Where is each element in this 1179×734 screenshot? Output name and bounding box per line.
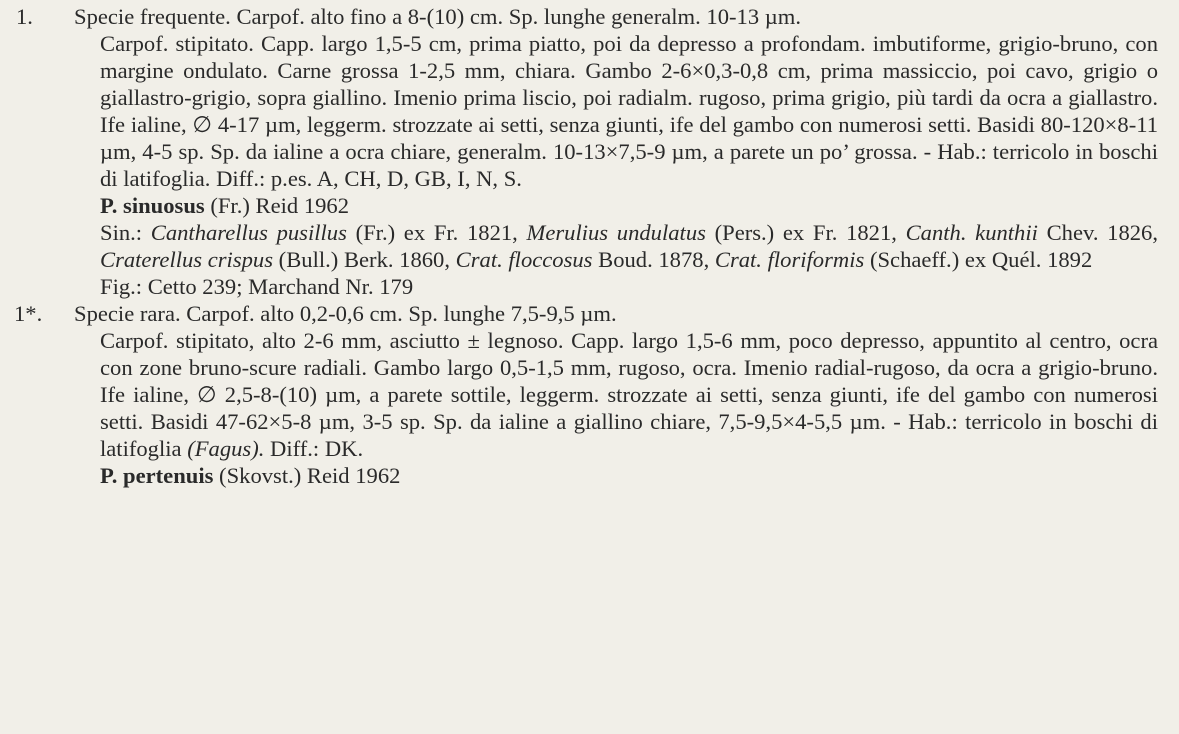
entry-description bbox=[100, 327, 1158, 462]
synonym-text: Boud. 1878, bbox=[592, 247, 715, 272]
key-entry-1-star bbox=[0, 300, 1179, 489]
entry-lead: Specie frequente. Carpof. alto fino a 8-(10) cm. Sp. lunghe generalm. 10-13 µm. bbox=[74, 4, 802, 29]
entry-description: Carpof. stipitato. Capp. largo 1,5-5 cm, prima piatto, poi da depresso a profondam. imbutiforme, grigio-bruno, con margine ondulato. Carne grossa 1-2,5 mm, chiara. Gambo 2-6×0,3-0,8 cm, prima massiccio, poi cavo, grigio o giallastro-grigio, sopra giallino. Imenio prima liscio, poi radialm. rugoso, prima grigio, più tardi da ocra a giallastro. Ife ialine, ∅ 4-17 µm, leggerm. strozzate ai setti, senza giunti, ife del gambo con numerosi setti. Basidi 80-120×8-11 µm, 4-5 sp. Sp. da ialine a ocra chiare, generalm. 10-13×7,5-9 µm, a parete un po’ grossa. - Hab.: terricolo in boschi di latifoglia. Diff.: p.es. A, CH, D, GB, I, N, S. bbox=[100, 31, 1158, 191]
description-distribution: Diff.: DK. bbox=[264, 436, 364, 461]
description-text: Carpof. stipitato, alto 2-6 mm, asciutto ± legnoso. Capp. largo 1,5-6 mm, poco depresso, appuntito al centro, ocra con zone bruno-scure radiali. Gambo largo 0,5-1,5 mm, rugoso, ocra. Imenio radial-rugoso, da ocra a grigio-bruno. Ife ialine, ∅ 2,5-8-(10) µm, a parete sottile, leggerm. strozzate ai setti, senza giunti, ife del gambo con numerosi setti. Basidi 47-62×5-8 µm, 3-5 sp. Sp. da ialine a giallino chiare, 7,5-9,5×4-5,5 µm. - Hab.: terricolo in boschi di latifoglia bbox=[100, 328, 1158, 461]
species-name: P. pertenuis bbox=[100, 463, 214, 488]
species-author: (Skovst.) Reid 1962 bbox=[213, 463, 401, 488]
synonym-taxon: Craterellus crispus bbox=[100, 247, 274, 272]
synonym-text: Chev. 1826, bbox=[1037, 220, 1158, 245]
synonym-text: (Pers.) ex Fr. 1821, bbox=[705, 220, 906, 245]
key-entry-1 bbox=[0, 3, 1179, 300]
synonym-taxon: Cantharellus pusillus bbox=[150, 220, 347, 245]
host-genus: (Fagus). bbox=[187, 436, 265, 461]
synonym-taxon: Crat. floriformis bbox=[714, 247, 865, 272]
synonym-taxon: Crat. floccosus bbox=[455, 247, 593, 272]
synonym-taxon: Merulius undulatus bbox=[526, 220, 706, 245]
synonym-text: (Bull.) Berk. 1860, bbox=[273, 247, 456, 272]
synonym-text: (Fr.) ex Fr. 1821, bbox=[346, 220, 527, 245]
synonym-taxon: Canth. kunthii bbox=[905, 220, 1038, 245]
entry-number: 1. bbox=[16, 4, 33, 29]
species-heading bbox=[100, 192, 1179, 219]
synonyms-paragraph bbox=[100, 219, 1158, 273]
synonym-text: (Schaeff.) ex Quél. 1892 bbox=[864, 247, 1093, 272]
species-heading bbox=[100, 462, 1179, 489]
species-author: (Fr.) Reid 1962 bbox=[204, 193, 350, 218]
entry-lead: Specie rara. Carpof. alto 0,2-0,6 cm. Sp. lunghe 7,5-9,5 µm. bbox=[74, 301, 617, 326]
synonym-text: Sin.: bbox=[100, 220, 151, 245]
entry-number: 1*. bbox=[14, 301, 43, 326]
figures-reference: Fig.: Cetto 239; Marchand Nr. 179 bbox=[100, 274, 414, 299]
species-name: P. sinuosus bbox=[100, 193, 205, 218]
